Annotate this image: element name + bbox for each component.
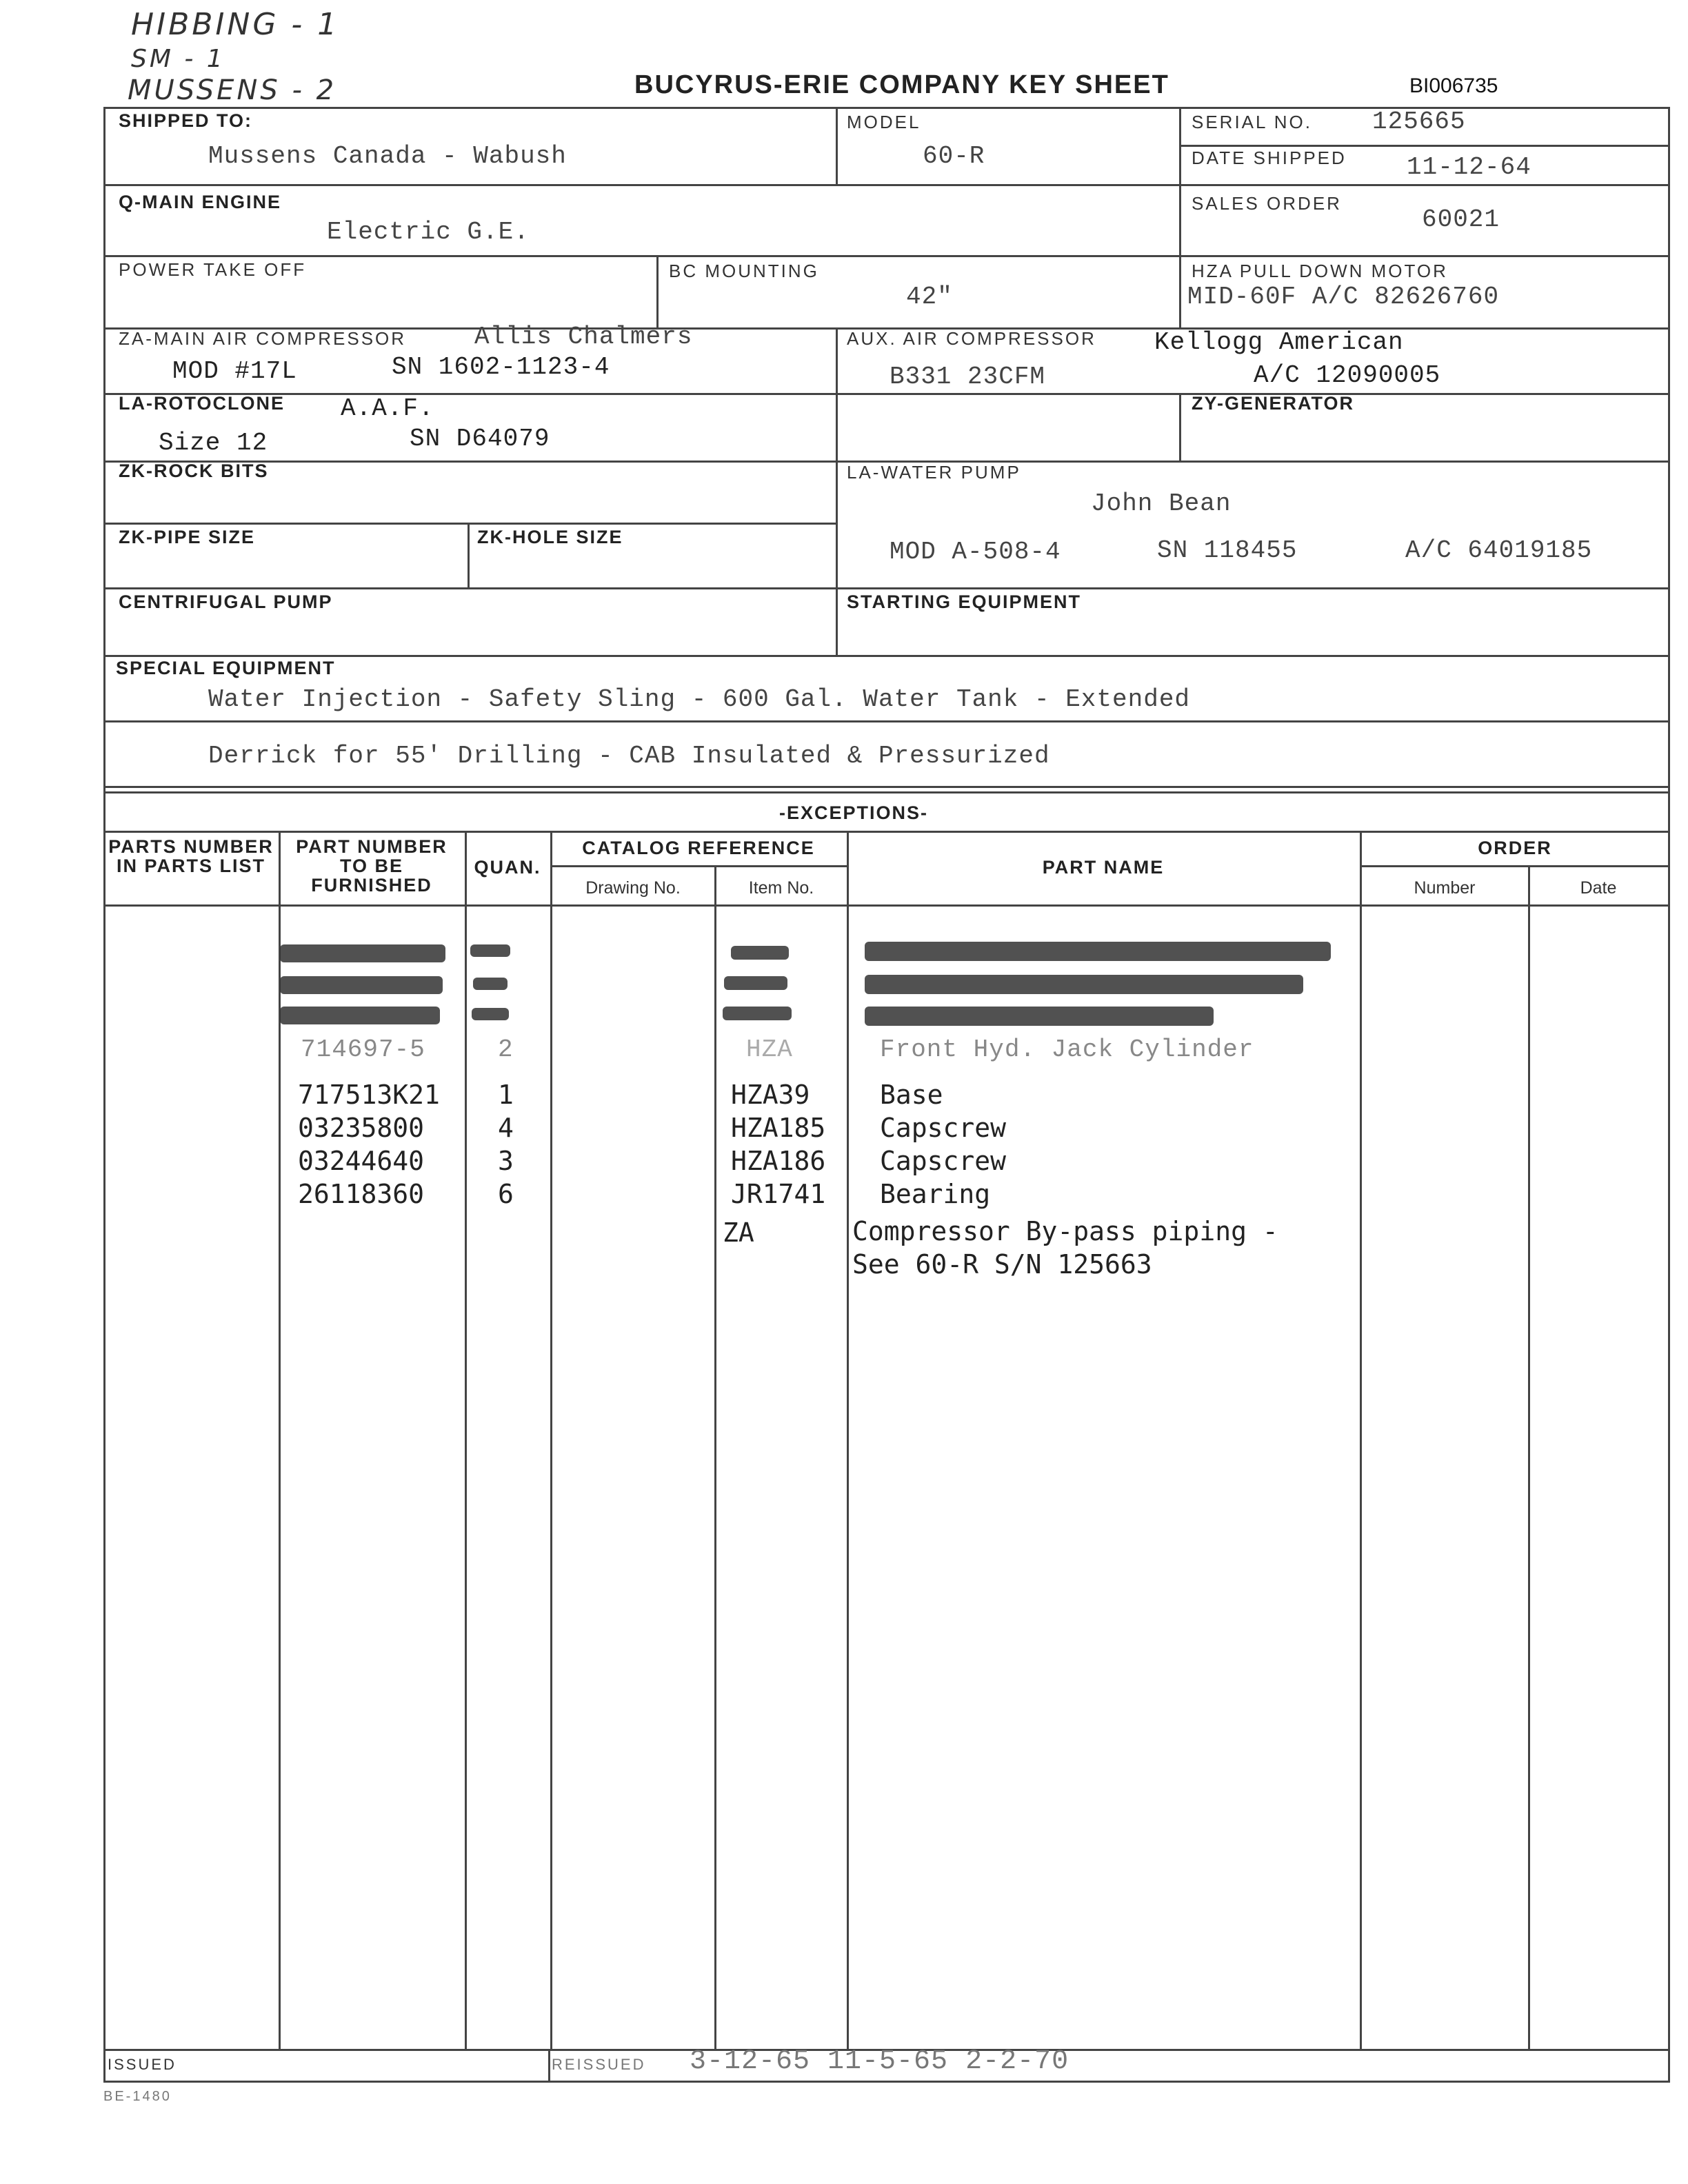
main-air-compressor-label: ZA-MAIN AIR COMPRESSOR (119, 328, 407, 349)
row-quantity: 2 (498, 1035, 514, 1064)
row-item-no: HZA39 (731, 1080, 810, 1110)
aux-air-compressor-make: Kellogg American (1154, 328, 1404, 356)
row-quantity: 1 (498, 1080, 514, 1110)
row-item-no: HZA186 (731, 1146, 826, 1176)
centrifugal-pump-label: CENTRIFUGAL PUMP (119, 592, 333, 612)
starting-equipment-label: STARTING EQUIPMENT (847, 592, 1082, 612)
hza-pull-down-value: MID-60F A/C 82626760 (1187, 283, 1500, 311)
issued-label: ISSUED (108, 2056, 177, 2073)
water-pump-serial: SN 118455 (1157, 536, 1298, 565)
row-part-name: See 60-R S/N 125663 (852, 1249, 1152, 1280)
row-quantity: 6 (498, 1179, 514, 1209)
exceptions-title: -EXCEPTIONS- (779, 802, 929, 823)
special-equipment-line2: Derrick for 55' Drilling - CAB Insulated & Pressurized (208, 742, 1050, 770)
col-order-date: Date (1580, 878, 1617, 898)
reissued-label: REISSUED (552, 2056, 646, 2073)
row-part-number: 03235800 (298, 1113, 425, 1143)
rotoclone-serial: SN D64079 (410, 425, 550, 453)
special-equipment-label: SPECIAL EQUIPMENT (116, 658, 336, 678)
model-value: 60-R (923, 142, 985, 170)
row-part-name: Capscrew (880, 1113, 1007, 1143)
row-item-no: JR1741 (731, 1179, 826, 1209)
sales-order-value: 60021 (1422, 205, 1500, 234)
col-drawing-no: Drawing No. (585, 878, 681, 898)
row-part-number: 714697-5 (301, 1035, 425, 1064)
row-item-no: HZA185 (731, 1113, 826, 1143)
date-shipped-label: DATE SHIPPED (1192, 148, 1347, 168)
handwritten-note-1: HIBBING - 1 (131, 7, 340, 42)
sales-order-label: SALES ORDER (1192, 193, 1342, 214)
rotoclone-label: LA-ROTOCLONE (119, 393, 285, 414)
rotoclone-size: Size 12 (159, 429, 268, 457)
col-order-number: Number (1414, 878, 1476, 898)
row-part-name: Capscrew (880, 1146, 1007, 1176)
handwritten-note-2: SM - 1 (131, 45, 225, 73)
row-part-name: Front Hyd. Jack Cylinder (880, 1035, 1254, 1064)
col-parts-list: PARTS NUMBER IN PARTS LIST (108, 836, 274, 876)
row-part-name: Base (880, 1080, 943, 1110)
pipe-size-label: ZK-PIPE SIZE (119, 527, 256, 547)
form-number: BE-1480 (103, 2089, 172, 2104)
water-pump-make: John Bean (1091, 489, 1232, 518)
serial-no-value: 125665 (1372, 108, 1466, 136)
power-take-off-label: POWER TAKE OFF (119, 259, 307, 280)
col-quan: QUAN. (474, 857, 541, 878)
main-air-compressor-make: Allis Chalmers (474, 323, 693, 351)
row-item-no: ZA (723, 1217, 754, 1248)
hole-size-label: ZK-HOLE SIZE (477, 527, 623, 547)
hza-pull-down-label: HZA PULL DOWN MOTOR (1192, 261, 1448, 281)
aux-air-compressor-model: B331 23CFM (890, 363, 1046, 391)
row-quantity: 3 (498, 1146, 514, 1176)
model-label: MODEL (847, 112, 921, 132)
water-pump-model: MOD A-508-4 (890, 538, 1061, 566)
row-part-number: 03244640 (298, 1146, 425, 1176)
row-part-number: 26118360 (298, 1179, 425, 1209)
col-catalog-reference: CATALOG REFERENCE (582, 838, 815, 858)
main-air-compressor-serial: SN 1602-1123-4 (392, 353, 610, 381)
col-item-no: Item No. (748, 878, 814, 898)
generator-label: ZY-GENERATOR (1192, 393, 1355, 414)
shipped-to-label: SHIPPED TO: (119, 110, 253, 131)
col-to-be-furnished: PART NUMBER TO BE FURNISHED (296, 836, 448, 896)
handwritten-note-3: MUSSENS - 2 (128, 74, 337, 106)
row-part-name: Bearing (880, 1179, 991, 1209)
main-engine-label: Q-MAIN ENGINE (119, 192, 282, 212)
rock-bits-label: ZK-ROCK BITS (119, 461, 269, 481)
col-order: ORDER (1478, 838, 1552, 858)
bc-mounting-value: 42" (906, 283, 953, 311)
col-part-name: PART NAME (1042, 857, 1165, 878)
shipped-to-value: Mussens Canada - Wabush (208, 142, 567, 170)
water-pump-label: LA-WATER PUMP (847, 462, 1021, 483)
water-pump-ac: A/C 64019185 (1405, 536, 1593, 565)
page-title: BUCYRUS-ERIE COMPANY KEY SHEET (634, 70, 1169, 99)
main-air-compressor-model: MOD #17L (172, 357, 297, 385)
row-item-no: HZA (746, 1035, 793, 1064)
serial-no-label: SERIAL NO. (1192, 112, 1312, 132)
row-part-name: Compressor By-pass piping - (852, 1216, 1278, 1246)
special-equipment-line1: Water Injection - Safety Sling - 600 Gal. Water Tank - Extended (208, 685, 1191, 714)
aux-air-compressor-label: AUX. AIR COMPRESSOR (847, 328, 1096, 349)
reissued-dates: 3-12-65 11-5-65 2-2-70 (690, 2046, 1069, 2077)
aux-air-compressor-ac: A/C 12090005 (1254, 361, 1441, 390)
main-engine-value: Electric G.E. (327, 218, 530, 246)
row-quantity: 4 (498, 1113, 514, 1143)
document-id: BI006735 (1409, 74, 1498, 97)
row-part-number: 717513K21 (298, 1080, 440, 1110)
rotoclone-make: A.A.F. (341, 394, 434, 423)
date-shipped-value: 11-12-64 (1407, 153, 1531, 181)
bc-mounting-label: BC MOUNTING (669, 261, 819, 281)
